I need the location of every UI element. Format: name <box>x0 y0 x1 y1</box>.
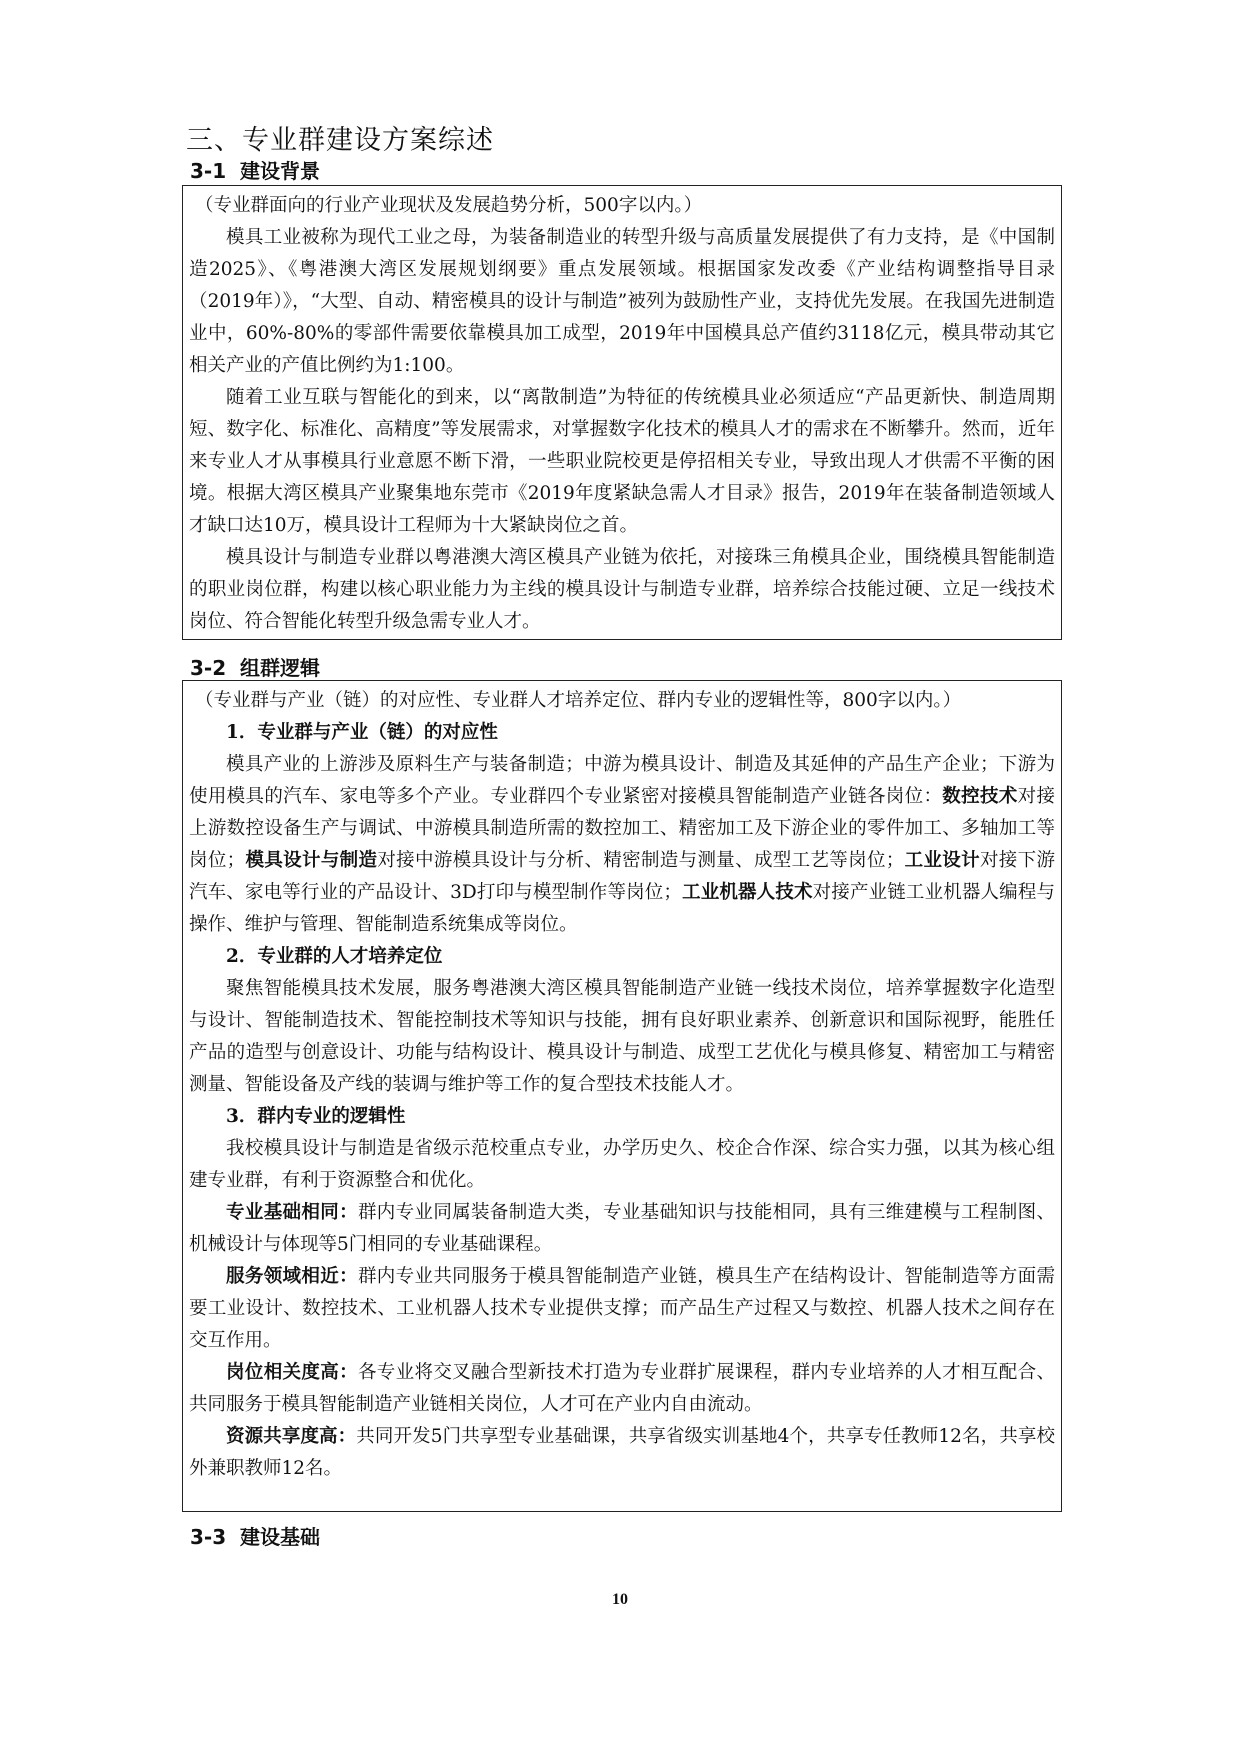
section-heading-3-3 <box>190 1521 320 1550</box>
lead-label: 专业基础相同： <box>226 1202 358 1223</box>
major-name: 模具设计与制造 <box>245 850 378 871</box>
text: 各专业将交叉融合型新技术打造为专业群扩展课程，群内专业培养的人才相互配合、共同服务于模具智能制造产业链相关岗位，人才可在产业内自由流动。 <box>189 1362 1055 1415</box>
paragraph: 我校模具设计与制造是省级示范校重点专业，办学历史久、校企合作深、综合实力强，以其为核心组建专业群，有利于资源整合和优化。 <box>189 1138 1055 1191</box>
section-heading-3-2 <box>190 652 320 681</box>
page-number: 10 <box>612 1591 628 1608</box>
section-note: （专业群与产业（链）的对应性、专业群人才培养定位、群内专业的逻辑性等，800字以内。） <box>195 690 962 711</box>
text: 模具产业的上游涉及原料生产与装备制造；中游为模具设计、制造及其延伸的产品生产企业；下游为使用模具的汽车、家电等多个产业。专业群四个专业紧密对接模具智能制造产业链各岗位： <box>189 754 1055 807</box>
page-title: 三、专业群建设方案综述 <box>186 125 494 156</box>
subheading: 3．群内专业的逻辑性 <box>226 1106 406 1127</box>
text: 共同开发5门共享型专业基础课，共享省级实训基地4个，共享专任教师12名，共享校外兼职教师12名。 <box>189 1426 1055 1479</box>
section-box-background <box>182 185 1062 640</box>
section-title: 组群逻辑 <box>240 656 320 680</box>
section-note: （专业群面向的行业产业现状及发展趋势分析，500字以内。） <box>195 195 703 216</box>
section-number: 3-1 <box>190 159 227 183</box>
paragraph <box>189 749 1055 941</box>
major-name: 数控技术 <box>942 786 1018 807</box>
text: 对接下游汽车、家电等行业的产品设计、3D打印与模型制作等岗位； <box>189 850 1055 903</box>
paragraph: 模具设计与制造专业群以粤港澳大湾区模具产业链为依托，对接珠三角模具企业，围绕模具智能制造的职业岗位群，构建以核心职业能力为主线的模具设计与制造专业群，培养综合技能过硬、立足一线技术岗位、符合智能化转型升级急需专业人才。 <box>189 547 1055 632</box>
section-box-logic <box>182 680 1062 1512</box>
paragraph <box>189 1357 1055 1421</box>
text: 群内专业同属装备制造大类，专业基础知识与技能相同，具有三维建模与工程制图、机械设计与体现等5门相同的专业基础课程。 <box>189 1202 1055 1255</box>
paragraph <box>189 1197 1055 1261</box>
subheading: 2．专业群的人才培养定位 <box>226 946 443 967</box>
lead-label: 服务领域相近： <box>226 1266 358 1287</box>
paragraph: 随着工业互联与智能化的到来，以“离散制造”为特征的传统模具业必须适应“产品更新快、制造周期短、数字化、标准化、高精度”等发展需求，对掌握数字化技术的模具人才的需求在不断攀升。然而，近年来专业人才从事模具行业意愿不断下滑，一些职业院校更是停招相关专业，导致出现人才供需不平衡的困境。根据大湾区模具产业聚集地东莞市《2019年度紧缺急需人才目录》报告，2019年在装备制造领域人才缺口达10万，模具设计工程师为十大紧缺岗位之首。 <box>189 387 1055 536</box>
paragraph: 聚焦智能模具技术发展，服务粤港澳大湾区模具智能制造产业链一线技术岗位，培养掌握数字化造型与设计、智能制造技术、智能控制技术等知识与技能，拥有良好职业素养、创新意识和国际视野，能胜任产品的造型与创意设计、功能与结构设计、模具设计与制造、成型工艺优化与模具修复、精密加工与精密测量、智能设备及产线的装调与维护等工作的复合型技术技能人才。 <box>189 978 1055 1095</box>
section-title: 建设背景 <box>240 159 320 183</box>
section-heading-3-1 <box>190 155 320 184</box>
subheading: 1．专业群与产业（链）的对应性 <box>226 722 498 743</box>
major-name: 工业设计 <box>904 850 980 871</box>
text: 群内专业共同服务于模具智能制造产业链，模具生产在结构设计、智能制造等方面需要工业设计、数控技术、工业机器人技术专业提供支撑；而产品生产过程又与数控、机器人技术之间存在交互作用。 <box>189 1266 1055 1351</box>
section-number: 3-2 <box>190 656 227 680</box>
text: 对接产业链工业机器人编程与操作、维护与管理、智能制造系统集成等岗位。 <box>189 882 1055 935</box>
paragraph <box>189 1421 1055 1485</box>
text: 对接上游数控设备生产与调试、中游模具制造所需的数控加工、精密加工及下游企业的零件加工、多轴加工等岗位； <box>189 786 1055 871</box>
text: 对接中游模具设计与分析、精密制造与测量、成型工艺等岗位； <box>377 850 905 871</box>
paragraph: 模具工业被称为现代工业之母，为装备制造业的转型升级与高质量发展提供了有力支持，是《中国制造2025》、《粤港澳大湾区发展规划纲要》重点发展领域。根据国家发改委《产业结构调整指导目录（2019年）》，“大型、自动、精密模具的设计与制造”被列为鼓励性产业，支持优先发展。在我国先进制造业中，60%-80%的零部件需要依靠模具加工成型，2019年中国模具总产值约3118亿元，模具带动其它相关产业的产值比例约为1:100。 <box>189 227 1055 376</box>
section-number: 3-3 <box>190 1525 227 1549</box>
section-title: 建设基础 <box>240 1525 320 1549</box>
lead-label: 资源共享度高： <box>226 1426 357 1447</box>
paragraph <box>189 1261 1055 1357</box>
major-name: 工业机器人技术 <box>681 882 813 903</box>
lead-label: 岗位相关度高： <box>226 1362 358 1383</box>
